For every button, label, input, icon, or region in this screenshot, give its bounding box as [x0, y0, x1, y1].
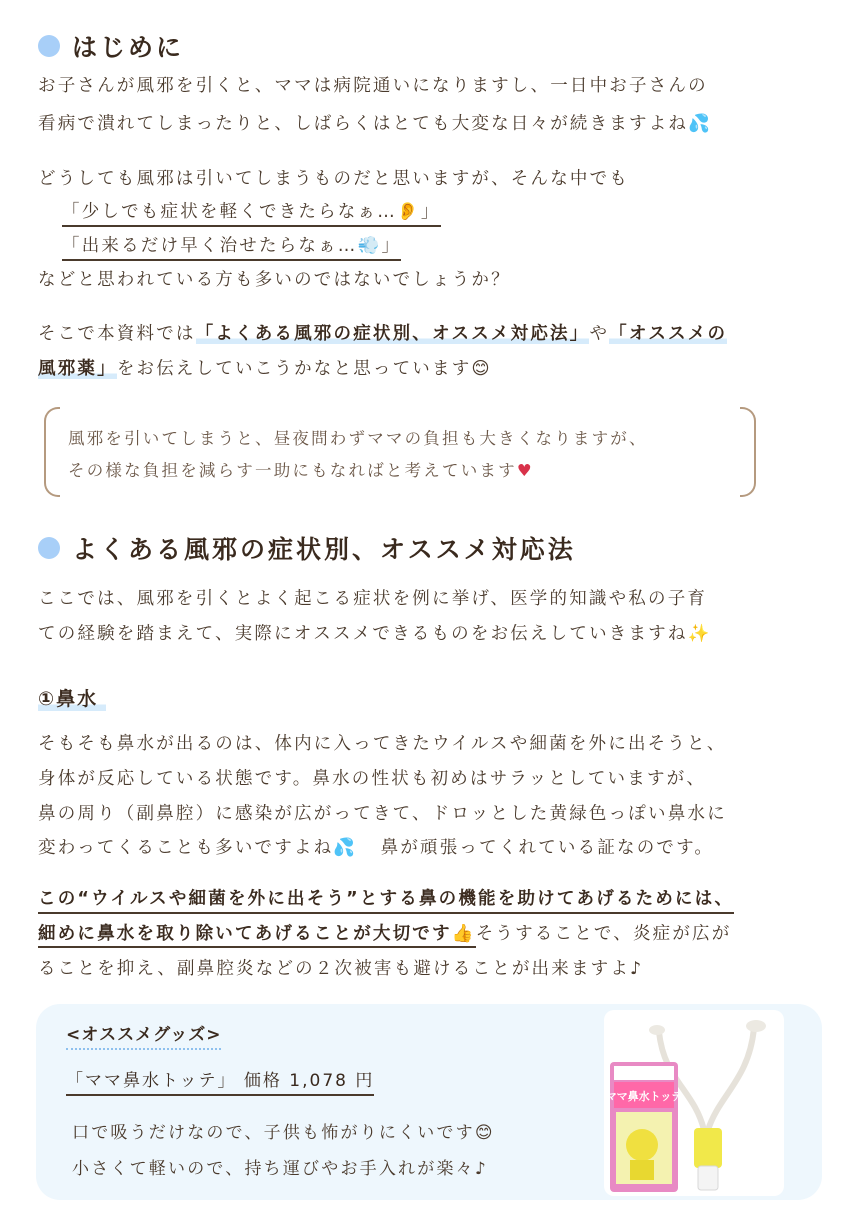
ear-icon: 👂 [396, 202, 421, 222]
note-line-2 [68, 457, 534, 481]
key-line-1: この“ウイルスや細菌を外に出そう”とする鼻の機能を助けてあげるためには、 [38, 885, 734, 914]
recommended-goods-box [36, 1004, 822, 1200]
key-line-3: ることを抑え、副鼻腔炎などの２次被害も避けることが出来ますよ♪ [38, 959, 644, 979]
note-line-2-text: その様な負担を減らす一助にもなればと考えています [68, 461, 517, 480]
body-line-4b: 鼻が頑張ってくれている証なのです。 [380, 838, 715, 858]
note-box [44, 407, 756, 495]
goods-product-name: 「ママ鼻水トッテ」 価格 1,078 円 [66, 1066, 374, 1096]
para2-line-4: などと思われている方も多いのではないでしょうか？ [38, 270, 511, 290]
sparkle-icon: ✨ [687, 624, 712, 644]
thumbs-up-icon: 👍 [451, 924, 476, 944]
bullet-dot-icon [38, 35, 60, 57]
smile-icon: 😊 [471, 359, 492, 379]
note-box-left-bracket [44, 407, 60, 497]
bullet-dot-icon [38, 537, 60, 559]
nasal-aspirator-illustration [604, 1010, 784, 1196]
body-line-1: そもそも鼻水が出るのは、体内に入ってきたウイルスや細菌を外に出そうと、 [38, 734, 727, 754]
body-line-4 [38, 834, 714, 859]
para2-line-1: どうしても風邪は引いてしまうものだと思いますが、そんな中でも [38, 169, 629, 189]
key-line-2 [38, 920, 731, 945]
smile-icon: 😊 [474, 1123, 495, 1143]
quote-1 [62, 198, 441, 227]
key-line-2a: 細めに鼻水を取り除いてあげることが大切です [38, 924, 452, 944]
key-line-2b: そうすることで、炎症が広が [475, 924, 732, 944]
goods-title: <オススメグッズ> [66, 1020, 221, 1050]
quote-1-end: 」 [420, 202, 441, 222]
quote-2 [62, 232, 401, 261]
heading-symptoms [38, 530, 576, 566]
para3-highlight-1: 「よくある風邪の症状別、オススメ対応法」 [195, 324, 590, 344]
body-line-4a: 変わってくることも多いですよね [38, 838, 334, 858]
intro-line-2 [38, 110, 712, 135]
heading-symptoms-text: よくある風邪の症状別、オススメ対応法 [72, 535, 576, 564]
quote-1-text: 「少しでも症状を軽くできたらなぁ… [62, 202, 397, 222]
body-line-2: 身体が反応している状態です。鼻水の性状も初めはサラッとしていますが、 [38, 769, 707, 789]
note-line-1: 風邪を引いてしまうと、昼夜問わずママの負担も大きくなりますが、 [68, 429, 648, 448]
goods-line-2: 小さくて軽いので、持ち運びやお手入れが楽々♪ [72, 1159, 488, 1179]
puff-icon: 💨 [357, 236, 382, 256]
intro-line-2-text: 看病で潰れてしまったりと、しばらくはとても大変な日々が続きますよね [38, 114, 689, 134]
para3-b: や [589, 324, 610, 344]
quote-2-text: 「出来るだけ早く治せたらなぁ… [62, 236, 358, 256]
symptoms-intro-1: ここでは、風邪を引くとよく起こる症状を例に挙げ、医学的知識や私の子育 [38, 589, 708, 609]
sub-heading-runny-nose: ①鼻水 [38, 684, 106, 711]
product-image [604, 1010, 784, 1196]
heading-intro-text: はじめに [72, 33, 185, 62]
body-line-3: 鼻の周り（副鼻腔）に感染が広がってきて、ドロッとした黄緑色っぽい鼻水に [38, 804, 727, 824]
heart-icon: ♥ [516, 461, 534, 480]
goods-line-1 [72, 1118, 495, 1143]
para3-line-2 [38, 355, 492, 380]
para3-line-1 [38, 320, 727, 345]
package-label: ママ鼻水トッテ [605, 1090, 683, 1103]
para3-highlight-2a: 「オススメの [609, 324, 728, 344]
para3-c: をお伝えしていこうかなと思っています [116, 359, 472, 379]
symptoms-intro-2-text: ての経験を踏まえて、実際にオススメできるものをお伝えしていきますね [38, 624, 688, 644]
note-box-right-bracket [740, 407, 756, 497]
symptoms-intro-2 [38, 620, 712, 645]
sweat-drops-icon: 💦 [333, 838, 358, 858]
quote-2-end: 」 [381, 236, 402, 256]
sweat-drops-icon: 💦 [688, 114, 713, 134]
para3-highlight-2b: 風邪薬」 [38, 359, 117, 379]
intro-line-1: お子さんが風邪を引くと、ママは病院通いになりますし、一日中お子さんの [38, 76, 708, 96]
para3-a: そこで本資料では [38, 324, 196, 344]
key-line-2a-wrap [38, 924, 476, 948]
heading-intro [38, 28, 184, 64]
goods-line-1-text: 口で吸うだけなので、子供も怖がりにくいです [72, 1123, 475, 1143]
